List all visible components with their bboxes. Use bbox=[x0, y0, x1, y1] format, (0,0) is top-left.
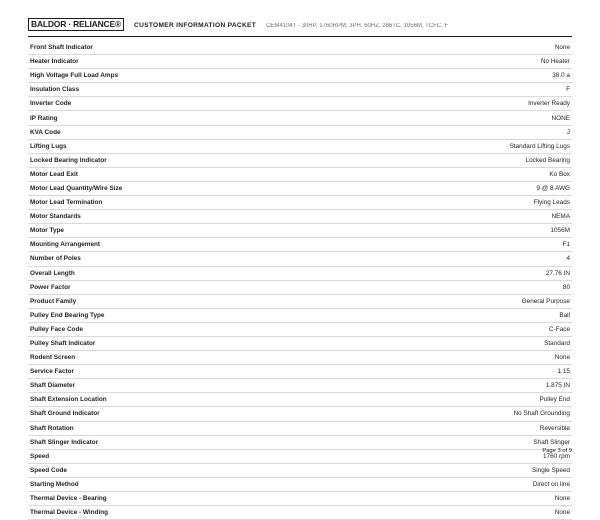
spec-label: Pulley Face Code bbox=[30, 325, 83, 333]
table-row bbox=[28, 153, 572, 167]
table-row bbox=[28, 167, 572, 181]
header-subtitle: CEM4104T - 30HP, 1760RPM, 3PH, 60HZ, 286TC, 1056M, TCFC, F bbox=[266, 23, 449, 29]
spec-label: Motor Type bbox=[30, 227, 64, 235]
spec-value: Shaft Slinger bbox=[533, 438, 570, 446]
table-row bbox=[28, 55, 572, 69]
spec-label: Shaft Slinger Indicator bbox=[30, 438, 99, 446]
table-row bbox=[28, 83, 572, 97]
spec-value: C-Face bbox=[549, 325, 570, 333]
table-row bbox=[28, 266, 572, 280]
document-header bbox=[28, 18, 572, 37]
spec-label: Speed Code bbox=[30, 466, 67, 474]
table-row bbox=[28, 41, 572, 55]
table-row bbox=[28, 210, 572, 224]
table-row bbox=[28, 196, 572, 210]
spec-value: 80 bbox=[562, 283, 570, 291]
spec-value: Pulley End bbox=[539, 396, 570, 404]
spec-label: Overall Length bbox=[30, 269, 75, 277]
spec-label: Product Family bbox=[30, 297, 77, 305]
spec-label: Shaft Diameter bbox=[30, 382, 76, 390]
spec-value: None bbox=[554, 509, 570, 517]
table-row bbox=[28, 449, 572, 463]
spec-label: IP Rating bbox=[30, 114, 58, 122]
spec-value: 1056M bbox=[550, 227, 570, 235]
header-title: CUSTOMER INFORMATION PACKET bbox=[134, 22, 257, 29]
table-row bbox=[28, 224, 572, 238]
table-row bbox=[28, 97, 572, 111]
table-row bbox=[28, 238, 572, 252]
spec-label: Pulley End Bearing Type bbox=[30, 311, 105, 319]
spec-value: Ball bbox=[559, 311, 570, 319]
spec-value: F bbox=[566, 86, 570, 94]
specification-table bbox=[28, 41, 572, 520]
table-row bbox=[28, 506, 572, 520]
spec-value: Standard bbox=[544, 340, 570, 348]
table-row bbox=[28, 365, 572, 379]
spec-label: Thermal Device - Winding bbox=[30, 509, 109, 517]
spec-value: 38.0 a bbox=[552, 72, 570, 80]
spec-label: Power Factor bbox=[30, 283, 71, 291]
table-row bbox=[28, 280, 572, 294]
spec-label: Insulation Class bbox=[30, 86, 80, 94]
spec-label: Speed bbox=[30, 452, 50, 460]
spec-value: F1 bbox=[562, 241, 570, 249]
table-row bbox=[28, 125, 572, 139]
table-row bbox=[28, 69, 572, 83]
baldor-reliance-logo: BALDOR · RELIANCE® bbox=[28, 18, 124, 31]
spec-value: NEMA bbox=[551, 213, 570, 221]
spec-value: Ko Box bbox=[549, 170, 570, 178]
spec-value: No Shaft Grounding bbox=[513, 410, 570, 418]
table-row bbox=[28, 379, 572, 393]
spec-label: Number of Poles bbox=[30, 255, 81, 263]
spec-label: Shaft Ground Indicator bbox=[30, 410, 100, 418]
spec-value: Standard Lifting Lugs bbox=[509, 142, 570, 150]
table-row bbox=[28, 181, 572, 195]
table-row bbox=[28, 477, 572, 491]
spec-label: Motor Lead Exit bbox=[30, 170, 78, 178]
table-row bbox=[28, 139, 572, 153]
spec-value: 1.15 bbox=[557, 368, 570, 376]
table-row bbox=[28, 252, 572, 266]
spec-label: High Voltage Full Load Amps bbox=[30, 72, 119, 80]
table-row bbox=[28, 322, 572, 336]
table-row bbox=[28, 393, 572, 407]
table-row bbox=[28, 407, 572, 421]
spec-label: Rodent Screen bbox=[30, 354, 76, 362]
spec-label: Mounting Arrangement bbox=[30, 241, 101, 249]
spec-label: Heater Indicator bbox=[30, 58, 79, 66]
spec-label: Pulley Shaft Indicator bbox=[30, 340, 96, 348]
spec-label: KVA Code bbox=[30, 128, 61, 136]
spec-label: Inverter Code bbox=[30, 100, 72, 108]
table-row bbox=[28, 351, 572, 365]
spec-label: Motor Lead Quantity/Wire Size bbox=[30, 184, 123, 192]
table-row bbox=[28, 421, 572, 435]
spec-value: Locked Bearing bbox=[525, 156, 570, 164]
spec-value: None bbox=[554, 354, 570, 362]
spec-label: Service Factor bbox=[30, 368, 75, 376]
table-row bbox=[28, 294, 572, 308]
spec-value: Direct on line bbox=[532, 480, 570, 488]
spec-label: Thermal Device - Bearing bbox=[30, 495, 107, 503]
table-row bbox=[28, 435, 572, 449]
spec-value: Single Speed bbox=[531, 466, 570, 474]
spec-value: 27.76 IN bbox=[545, 269, 570, 277]
spec-value: Reversible bbox=[539, 424, 570, 432]
spec-value: 9 @ 8 AWG bbox=[536, 184, 570, 192]
table-row bbox=[28, 463, 572, 477]
spec-value: Flying Leads bbox=[533, 199, 570, 207]
spec-value: 4 bbox=[566, 255, 570, 263]
spec-label: Starting Method bbox=[30, 480, 79, 488]
spec-label: Locked Bearing Indicator bbox=[30, 156, 107, 164]
spec-label: Front Shaft Indicator bbox=[30, 44, 93, 52]
spec-value: J bbox=[566, 128, 570, 136]
table-row bbox=[28, 308, 572, 322]
page-number-footer: Page 3 of 9 bbox=[542, 448, 572, 454]
spec-value: No Heater bbox=[540, 58, 570, 66]
spec-value: 1760 rpm bbox=[543, 452, 570, 460]
spec-value: 1.875 IN bbox=[545, 382, 570, 390]
spec-value: Inverter Ready bbox=[528, 100, 570, 108]
spec-value: NONE bbox=[551, 114, 570, 122]
table-row bbox=[28, 111, 572, 125]
spec-value: General Purpose bbox=[521, 297, 570, 305]
spec-label: Shaft Rotation bbox=[30, 424, 74, 432]
table-row bbox=[28, 336, 572, 350]
spec-label: Shaft Extension Location bbox=[30, 396, 107, 404]
spec-label: Motor Lead Termination bbox=[30, 199, 103, 207]
spec-value: None bbox=[554, 495, 570, 503]
spec-label: Motor Standards bbox=[30, 213, 81, 221]
specification-table-body bbox=[28, 41, 572, 520]
spec-label: Lifting Lugs bbox=[30, 142, 67, 150]
spec-value: None bbox=[554, 44, 570, 52]
table-row bbox=[28, 492, 572, 506]
